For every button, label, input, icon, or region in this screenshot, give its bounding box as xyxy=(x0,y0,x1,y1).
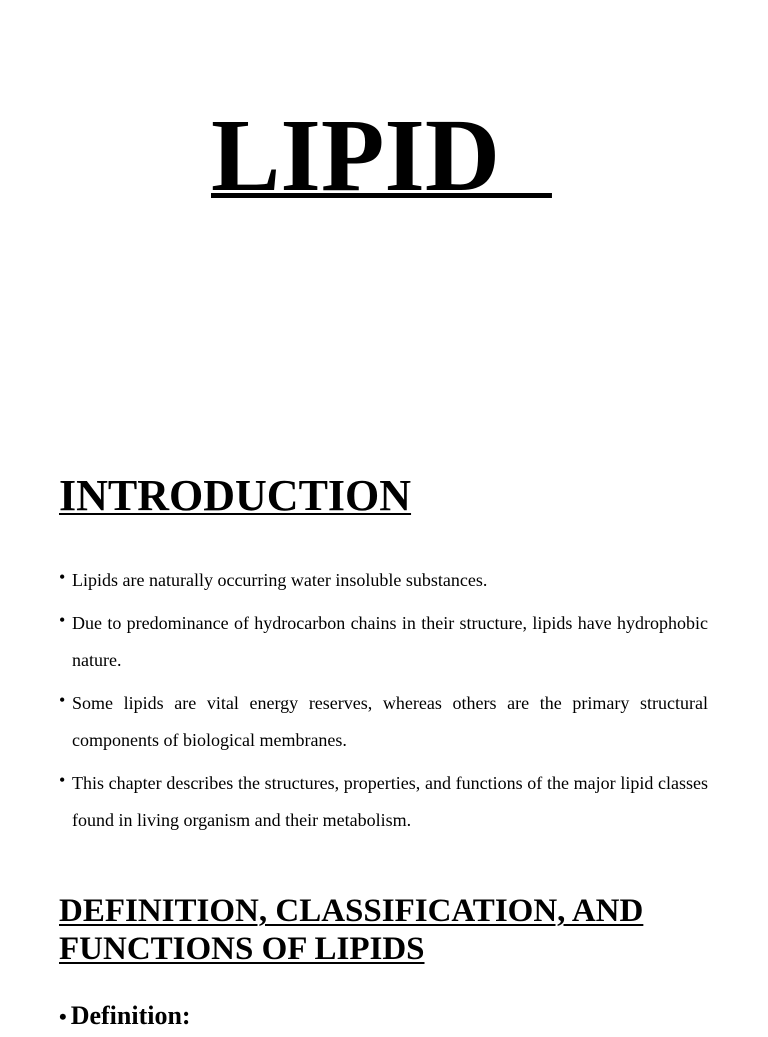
heading-line-2: FUNCTIONS OF LIPIDS xyxy=(59,931,425,967)
definition-item xyxy=(59,996,191,1037)
bullet-icon: • xyxy=(59,610,66,630)
introduction-bullet-list xyxy=(59,562,708,845)
definition-label: Definition: xyxy=(70,1001,191,1030)
heading-line-1: DEFINITION, CLASSIFICATION, AND xyxy=(59,893,644,929)
definition-section-heading xyxy=(59,892,643,968)
introduction-heading: INTRODUCTION xyxy=(59,471,412,520)
bullet-icon: • xyxy=(59,690,66,710)
bullet-icon: • xyxy=(59,770,66,790)
bullet-text: Lipids are naturally occurring water insoluble substances. xyxy=(72,570,488,590)
bullet-text: Some lipids are vital energy reserves, whereas others are the primary structural components of biological membranes. xyxy=(72,693,708,750)
list-item xyxy=(59,765,708,839)
bullet-text: Due to predominance of hydrocarbon chains in their structure, lipids have hydrophobic nature. xyxy=(72,613,708,670)
list-item xyxy=(59,685,708,759)
document-title: LIPID xyxy=(211,98,552,213)
bullet-icon: • xyxy=(59,1004,67,1029)
list-item xyxy=(59,605,708,679)
bullet-icon: • xyxy=(59,567,66,587)
bullet-text: This chapter describes the structures, properties, and functions of the major lipid classes found in living organism and their metabolism. xyxy=(72,773,708,830)
list-item xyxy=(59,562,708,599)
